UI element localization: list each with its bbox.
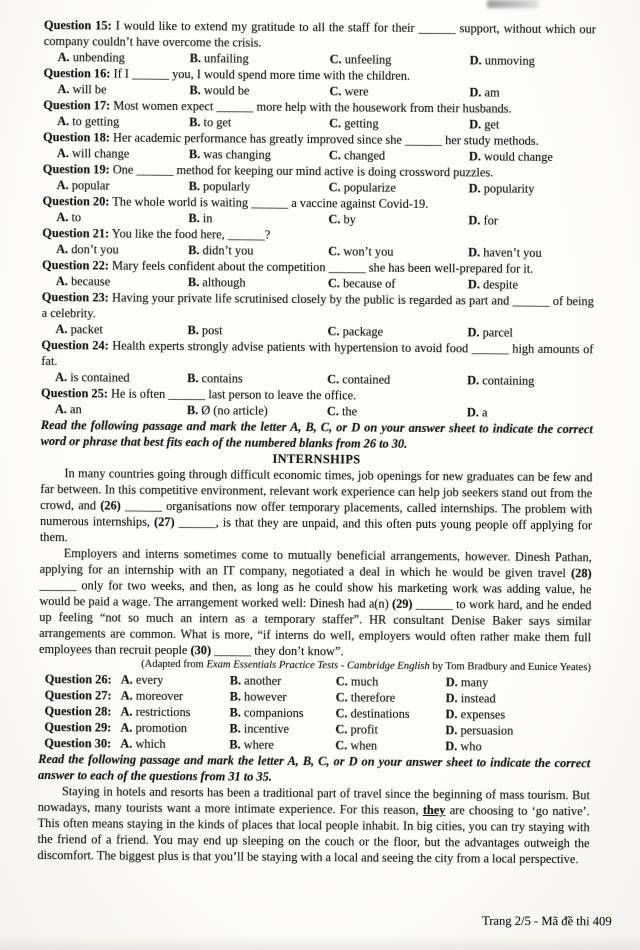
question-25: [41, 385, 593, 421]
question-label: Question 24:: [41, 337, 109, 353]
instruction-blanks-26-30: Read the following passage and mark the letter A, B, C, or D on your answer sheet to indicate the correct word or phrase that best fits each of the numbered blanks from 26 to 30.: [40, 417, 593, 451]
question-label: Question 21:: [42, 225, 110, 241]
blank-29-marker: (29): [391, 596, 413, 611]
page-content: [37, 17, 596, 867]
question-17: [43, 97, 595, 133]
option-17-a: A. to getting: [57, 114, 120, 129]
question-label: Question 18:: [43, 129, 110, 145]
option-29-b: B. incentive: [229, 721, 290, 736]
instruction-questions-31-35: Read the following passage and mark the letter A, B, C, or D on your answer sheet to indicate the correct answer to each of the questions from 31 to 35.: [37, 751, 591, 784]
question-22: [42, 257, 594, 293]
option-16-b: B. would be: [189, 83, 250, 98]
question-text: Question 19: One ______ method for keeping our mind active is doing crossword puzzles.: [42, 161, 494, 180]
option-26-c: C. much: [335, 674, 379, 689]
option-16-a: A. will be: [57, 82, 107, 97]
question-text: Question 18: Her academic performance has greatly improved since she ______ her study methods.: [43, 129, 539, 148]
option-27-c: C. therefore: [335, 690, 396, 705]
option-26-b: B. another: [229, 673, 282, 688]
question-text: Question 22: Mary feels confident about the competition ______ she has been well-prepared for it.: [41, 257, 534, 276]
option-24-a: A. is contained: [55, 370, 130, 385]
option-30-d: D. who: [445, 739, 482, 754]
option-22-d: D. despite: [467, 277, 519, 292]
blank-30-marker: (30): [190, 643, 212, 658]
option-22-b: B. although: [187, 275, 246, 290]
question-label: Question 27:: [44, 688, 112, 703]
option-26-a: A. every: [120, 672, 164, 687]
option-18-c: C. changed: [328, 148, 386, 163]
option-22-a: A. because: [55, 274, 111, 289]
question-label: Question 29:: [44, 720, 112, 735]
passage-internships-paragraph-2: Employers and interns sometimes come to mutually beneficial arrangements, however. Dinesh Pathan, applying for an internship with an IT company, negotiated a deal in which he would be given travel (28) ______ only for two weeks, and then, as long as he could show his marketing work was adding value, he would be paid a wage. The arrangement worked well: Dinesh had a(n) (29) ______ to work hard, and he ended up feeling “not so much an intern as a temporary staffer”. HR consultant Denise Baker says similar arrangements are common. What is more, “if interns do well, employers would often rather make them full employees than recruit people (30) ______ they don’t know”.: [38, 546, 592, 659]
option-17-c: C. getting: [329, 116, 379, 131]
option-17-b: B. to get: [189, 115, 232, 130]
option-28-c: C. destinations: [335, 706, 410, 721]
option-23-b: B. post: [187, 323, 223, 338]
question-19: [43, 161, 595, 197]
question-label: Question 20:: [42, 193, 110, 209]
question-21: [42, 225, 594, 261]
emphasized-they: they: [422, 803, 446, 818]
option-27-d: D. instead: [445, 691, 496, 706]
option-29-a: A. promotion: [120, 720, 188, 736]
option-28-a: A. restrictions: [120, 704, 191, 720]
passage-title: INTERNSHIPS: [272, 451, 361, 467]
question-text: Question 25: He is often ______ last person to leave the office.: [40, 385, 357, 403]
option-20-a: A. to: [56, 210, 82, 225]
option-28-b: B. companions: [229, 705, 304, 721]
option-30-b: B. where: [229, 737, 274, 752]
option-25-c: C. the: [326, 404, 358, 419]
option-23-c: C. package: [327, 324, 384, 339]
option-20-b: B. in: [188, 211, 213, 226]
option-27-b: B. however: [229, 689, 287, 704]
question-text: Question 23: Having your private life scrutinised closely by the public is regarded as part and ______ of being a celebrity.: [41, 289, 594, 321]
option-19-d: D. popularity: [468, 181, 535, 196]
question-24: [41, 337, 593, 389]
question-16: [43, 65, 595, 101]
option-15-b: B. unfailing: [189, 51, 249, 66]
passage-travel-paragraph: Staying in hotels and resorts has been a traditional part of travel since the beginning of mass tourism. But nowadays, many tourists want a more intimate experience. For this reason, they are choosing to ‘go native’. This often means staying in the kinds of places that local people inhabit. In big cities, you can try staying with the friend of a friend. You may end up sleeping on the couch or the floor, but the advantages outweigh the discomfort. The biggest plus is that you’ll be staying with a local and seeing the city from a local perspective.: [37, 784, 590, 867]
option-16-c: C. were: [329, 84, 369, 99]
question-label: Question 15:: [43, 17, 112, 33]
question-label: Question 19:: [42, 161, 110, 177]
question-23: [41, 289, 593, 341]
option-25-a: A. an: [54, 402, 82, 417]
question-15: [44, 17, 596, 69]
question-text: Question 15: I would like to extend my gratitude to all the staff for their ______ support, without which our company couldn’t have overcome the crisis.: [43, 17, 596, 50]
option-15-d: D. unmoving: [469, 53, 535, 68]
question-text: Question 16: If I ______ you, I would spend more time with the children.: [43, 65, 411, 83]
option-19-a: A. popular: [56, 178, 110, 193]
option-29-c: C. profit: [335, 722, 379, 737]
question-label: Question 28:: [44, 704, 112, 719]
option-21-b: B. didn’t you: [188, 243, 254, 258]
option-28-d: D. expenses: [445, 707, 506, 722]
option-23-a: A. packet: [55, 322, 103, 337]
question-label: Question 23:: [41, 289, 109, 305]
question-text: Question 20: The whole world is waiting ______ a vaccine against Covid-19.: [42, 193, 429, 212]
option-15-c: C. unfeeling: [329, 52, 392, 67]
option-24-b: B. contains: [187, 371, 243, 386]
question-label: Question 22:: [41, 257, 109, 273]
option-24-d: D. containing: [467, 373, 535, 388]
option-25-b: B. Ø (no article): [186, 403, 268, 418]
option-17-d: D. get: [469, 117, 500, 132]
option-30-c: C. when: [335, 738, 378, 753]
question-label: Question 26:: [44, 672, 112, 687]
option-20-d: D. for: [468, 213, 498, 228]
scan-smudge: [487, 0, 539, 8]
option-25-d: D. a: [466, 405, 488, 420]
question-label: Question 30:: [44, 736, 112, 751]
passage-attribution: (Adapted from Exam Essentials Practice Tests - Cambridge English by Tom Bradbury and Eunice Yeates): [141, 658, 591, 674]
option-26-d: D. many: [445, 675, 489, 690]
question-label: Question 25:: [40, 385, 108, 401]
question-label: Question 16:: [43, 65, 111, 81]
option-23-d: D. parcel: [467, 325, 513, 340]
question-text: Question 21: You like the food here, ______?: [42, 225, 271, 242]
question-text: Question 17: Most women expect ______ more help with the housework from their husbands.: [43, 97, 512, 116]
option-19-b: B. popularly: [188, 179, 251, 194]
option-21-c: C. won’t you: [328, 244, 394, 259]
question-20: [42, 193, 594, 229]
blank-28-marker: (28): [571, 566, 592, 581]
blank-26-marker: (26): [100, 498, 121, 513]
option-20-c: C. by: [328, 212, 356, 227]
option-30-a: A. which: [120, 736, 166, 751]
attribution-source-title: Exam Essentials Practice Tests - Cambridge English: [206, 659, 430, 673]
option-18-b: B. was changing: [188, 147, 271, 162]
option-27-a: A. moreover: [120, 688, 184, 704]
question-text: Question 24: Health experts strongly advise patients with hypertension to avoid food ______ high amounts of fat.: [41, 337, 594, 369]
question-label: Question 17:: [43, 97, 111, 113]
option-29-d: D. persuasion: [445, 723, 514, 738]
option-21-a: A. don’t you: [56, 242, 119, 257]
option-18-a: A. will change: [56, 146, 130, 161]
page-footer: Trang 2/5 - Mã đề thi 409: [482, 913, 613, 929]
option-16-d: D. am: [469, 85, 500, 100]
option-21-d: D. haven’t you: [468, 245, 542, 260]
option-18-d: D. would change: [468, 149, 553, 165]
option-19-c: C. popularize: [328, 180, 396, 195]
option-22-c: C. because of: [327, 276, 396, 291]
blank-27-marker: (27): [153, 514, 175, 530]
passage-internships-paragraph-1: In many countries going through difficult economic times, job openings for new graduates can be few and far between. In this competitive environment, relevant work experience can help job seekers stand out from the crowd, and (26) ______ organisations now offer temporary placements, called internships. The problem with numerous internships, (27) ______, is that they are unpaid, and this often puts young people off applying for them.: [39, 466, 593, 545]
option-24-c: C. contained: [327, 372, 391, 387]
question-18: [43, 129, 595, 165]
option-15-a: A. unbending: [57, 50, 125, 65]
